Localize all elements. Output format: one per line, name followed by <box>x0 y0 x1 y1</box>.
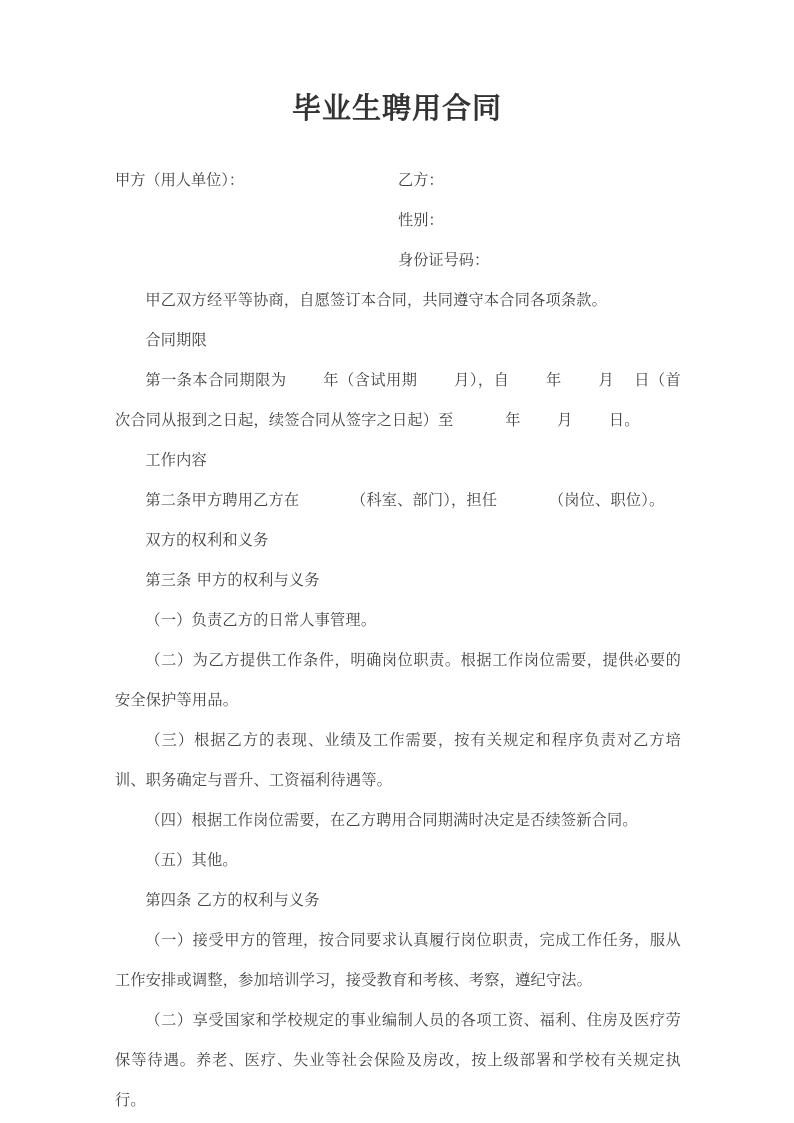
section-heading-contract-term: 合同期限 <box>145 331 207 349</box>
id-number-label: 身份证号码： <box>398 251 490 269</box>
article-1-seg-2: 月），自 <box>453 371 510 389</box>
section-heading-rights-obligations: 双方的权利和义务 <box>145 531 269 549</box>
section-heading-job-content: 工作内容 <box>145 451 207 469</box>
preamble-paragraph: 甲乙双方经平等协商，自愿签订本合同，共同遵守本合同各项条款。 <box>145 291 608 309</box>
party-row-id-number <box>115 240 681 280</box>
article-3-item-1: （一）负责乙方的日常人事管理。 <box>145 611 377 629</box>
article-3-title: 第三条 甲方的权利与义务 <box>145 571 320 589</box>
article-1-seg-7: 月 <box>557 411 573 429</box>
article-1-paragraph <box>115 360 681 440</box>
article-1-seg-0: 第一条本合同期限为 <box>145 371 287 389</box>
party-b-label: 乙方： <box>398 171 444 189</box>
document-body <box>115 160 681 1120</box>
party-row-gender <box>115 200 681 240</box>
party-a-label: 甲方（用人单位）： <box>115 171 245 189</box>
article-3-item-5: （五）其他。 <box>145 851 238 869</box>
article-4-item-1: （一）接受甲方的管理，按合同要求认真履行岗位职责，完成工作任务，服从工作安排或调整，参加培训学习，接受教育和考核、考察，遵纪守法。 <box>115 931 681 989</box>
article-1-seg-1: 年（含试用期 <box>323 371 418 389</box>
article-2-seg-2: （岗位、职位）。 <box>548 491 665 509</box>
gender-label: 性别： <box>398 211 444 229</box>
article-1-seg-8: 日。 <box>608 411 640 429</box>
page-title: 毕业生聘用合同 <box>291 91 502 125</box>
article-1-seg-6: 年 <box>505 411 521 429</box>
party-row-company <box>115 160 681 200</box>
article-2-seg-1: （科室、部门），担任 <box>350 491 498 509</box>
article-3-item-3: （三）根据乙方的表现、业绩及工作需要，按有关规定和程序负责对乙方培训、职务确定与晋升、工资福利待遇等。 <box>115 731 681 789</box>
article-2-seg-0: 第二条甲方聘用乙方在 <box>145 491 300 509</box>
article-1-seg-3: 年 <box>545 371 562 389</box>
article-1-seg-5: 日（首次合同从报到之日起，续签合同从签字之日起）至 <box>115 371 681 429</box>
article-3-item-4: （四）根据工作岗位需要，在乙方聘用合同期满时决定是否续签新合同。 <box>145 811 638 829</box>
article-2-paragraph <box>115 480 681 520</box>
article-4-title: 第四条 乙方的权利与义务 <box>145 891 320 909</box>
article-3-item-2: （二）为乙方提供工作条件，明确岗位职责。根据工作岗位需要，提供必要的安全保护等用品。 <box>115 651 681 709</box>
article-1-seg-4: 月 <box>598 371 615 389</box>
article-4-item-2: （二）享受国家和学校规定的事业编制人员的各项工资、福利、住房及医疗劳保等待遇。养老、医疗、失业等社会保险及房改，按上级部署和学校有关规定执行。 <box>115 1011 681 1109</box>
